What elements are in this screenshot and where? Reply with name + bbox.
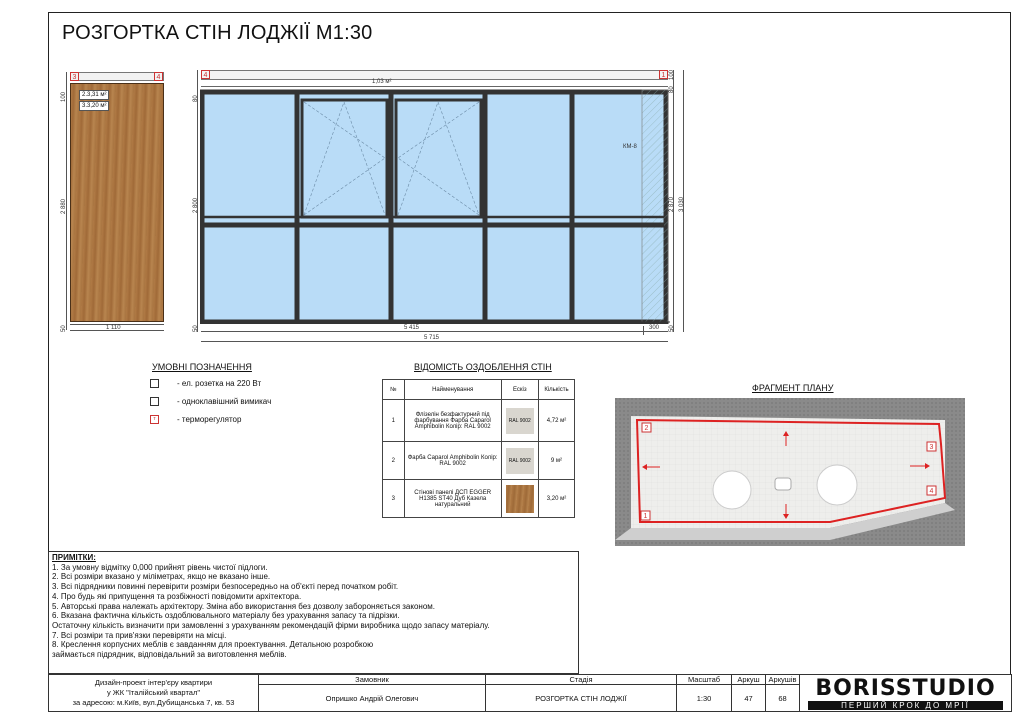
table-row: 3 Стінові панелі ДСП EGGER H1385 ST40 Дуб Казела натуральний 3,20 м²	[383, 480, 575, 518]
wall-tag: 4	[201, 70, 210, 79]
wall-tag: 3	[70, 72, 79, 81]
note-line: займається підрядник, відповідальний за виготовлення меблів.	[52, 650, 287, 660]
oak-panel	[70, 83, 164, 322]
dim-right-h1: 2 870	[669, 196, 675, 212]
stage-header: Стадія	[486, 675, 677, 685]
legend-title: УМОВНІ ПОЗНАЧЕННЯ	[152, 362, 252, 372]
swatch: RAL 9002	[506, 448, 534, 474]
stage-name: РОЗГОРТКА СТІН ЛОДЖІЇ	[486, 685, 677, 712]
label-km: КМ-8	[623, 144, 637, 150]
scale-value: 1:30	[677, 685, 732, 712]
svg-text:4: 4	[929, 488, 934, 495]
swatch: RAL 9002	[506, 408, 534, 434]
sheets-value: 68	[766, 685, 800, 712]
svg-text:2: 2	[644, 425, 649, 432]
area-label: 2.3,31 м²	[79, 90, 109, 100]
area-label: 3.3,20 м²	[79, 101, 109, 111]
dim-top: 100	[61, 91, 67, 102]
table-row: 1 Флізелін безфактурний під фарбування Фарба Caparol Amphibolin Колір: RAL 9002 RAL 9002 4,72 м²	[383, 400, 575, 442]
dim-left-bottom: 50	[193, 325, 199, 332]
legend-thermo: т - терморегулятор	[150, 415, 241, 424]
notes-block	[48, 551, 579, 674]
sheets-header: Аркушів	[766, 675, 800, 685]
finishes-title: ВІДОМІСТЬ ОЗДОБЛЕННЯ СТІН	[414, 362, 552, 372]
scale-header: Масштаб	[677, 675, 732, 685]
note-line: Остаточну кількість визначити при замовленні з урахуванням рекомендацій фірми виробника щодо запасу матеріалу.	[52, 620, 490, 630]
plan-fragment	[615, 398, 965, 546]
legend-outlet: - ел. розетка на 220 Вт	[150, 379, 261, 388]
wall-tag: 4	[154, 72, 163, 81]
note-line: 7. Всі розміри та прив'язки перевіряти на місці.	[52, 630, 227, 640]
page-title: РОЗГОРТКА СТІН ЛОДЖІЇ М1:30	[62, 22, 373, 44]
dim-left-top: 80	[193, 95, 199, 102]
dim-right-h2: 3 030	[679, 196, 685, 212]
plan-title: ФРАГМЕНТ ПЛАНУ	[752, 383, 834, 393]
window-elevation	[200, 88, 670, 324]
customer-name: Опришко Андрій Олегович	[259, 685, 486, 712]
thermostat-icon: т	[150, 415, 159, 424]
dim-width: 1 110	[106, 325, 121, 331]
oak-swatch	[506, 485, 534, 513]
project-info: Дизайн-проект інтер'єру квартири у ЖК "Італійський квартал" за адресою: м.Київ, вул.Дубищанська 7, кв. 53	[49, 675, 259, 712]
area-label: 1,03 м²	[372, 79, 392, 85]
wall-tag: 1	[659, 70, 668, 79]
dim-right-bottom: 50	[669, 325, 675, 332]
brand-logo: BORISSTUDIO ПЕРШИЙ КРОК ДО МРІЇ	[800, 675, 1012, 712]
dim-left-height: 2 800	[193, 197, 199, 213]
note-line: 3. Всі підрядники повинні перевірити розміри безпосередньо на об'єкті перед початком робіт.	[52, 582, 399, 592]
finishes-table: № Найменування Ескіз Кількість 1 Флізелін безфактурний під фарбування Фарба Caparol Amphibolin Колір: RAL 9002 RAL 9002 4,72 м² 2 Фарба Caparol Amphibolin Колір: RAL 9002 RAL 9002 9 м² 3 Стінові панелі ДСП EGGER H1385 ST40 Дуб Казела натуральний 3,20 м²	[382, 379, 575, 518]
legend-switch: - одноклавішний вимикач	[150, 397, 271, 406]
note-line: 8. Креслення корпусних меблів є завданням для проектування. Детальною розробкою	[52, 640, 374, 650]
dim-main: 5 415	[404, 325, 420, 331]
note-line: 6. Вказана фактична кількість оздоблювального матеріалу без урахування запасу та підрізки.	[52, 611, 400, 621]
customer-header: Замовник	[259, 675, 486, 685]
sheet-value: 47	[732, 685, 766, 712]
note-line: 1. За умовну відмітку 0,000 прийнят рівень чистої підлоги.	[52, 562, 268, 572]
dim-height: 2 880	[61, 198, 67, 214]
title-block	[48, 674, 1012, 712]
dim-bottom: 50	[61, 325, 67, 332]
dim-right-sub: 80	[669, 86, 675, 93]
dim-side: 300	[649, 325, 660, 331]
note-line: 5. Авторські права належать архітектору. Зміна або використання без дозволу забороняється законом.	[52, 601, 435, 611]
table-row: 2 Фарба Caparol Amphibolin Колір: RAL 9002 RAL 9002 9 м²	[383, 442, 575, 480]
notes-title: ПРИМІТКИ:	[52, 553, 96, 562]
outlet-icon	[150, 379, 159, 388]
dim-total: 5 715	[424, 335, 440, 341]
dim-right-top: 100	[669, 69, 675, 80]
sheet-header: Аркуш	[732, 675, 766, 685]
svg-text:1: 1	[643, 513, 648, 520]
switch-icon	[150, 397, 159, 406]
note-line: 4. Про будь які припущення та розбіжності повідомити архітектора.	[52, 591, 302, 601]
note-line: 2. Всі розміри вказано у міліметрах, якщо не вказано інше.	[52, 572, 271, 582]
svg-text:3: 3	[929, 444, 934, 451]
